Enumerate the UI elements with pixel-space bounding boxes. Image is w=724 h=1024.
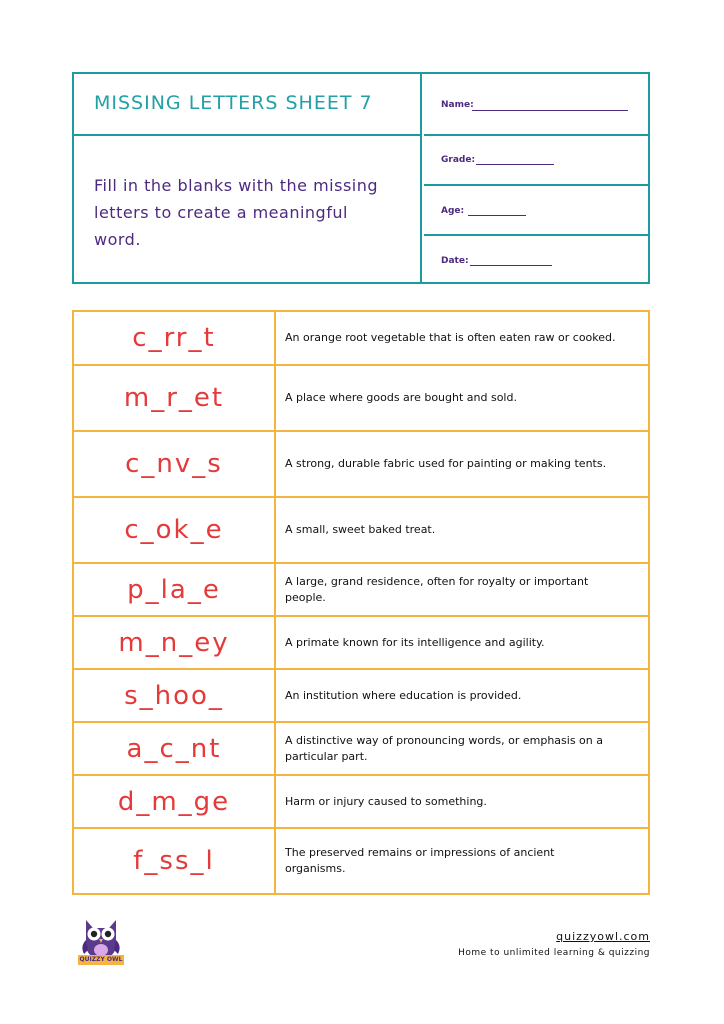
instructions-text: Fill in the blanks with the missing letters to create a meaningful word.	[94, 176, 379, 249]
word-definition: A distinctive way of pronouncing words, or emphasis on a particular part.	[275, 722, 649, 775]
table-row	[73, 722, 649, 775]
instructions-cell	[74, 136, 422, 282]
word-definition: A small, sweet baked treat.	[275, 497, 649, 563]
word-definition: A primate known for its intelligence and agility.	[275, 616, 649, 669]
logo-text: QUIZZY OWL	[79, 956, 123, 963]
missing-word: c_rr_t	[73, 311, 275, 365]
table-row	[73, 616, 649, 669]
missing-word: d_m_ge	[73, 775, 275, 828]
missing-word: p_la_e	[73, 563, 275, 616]
age-line	[468, 215, 526, 216]
age-field[interactable]	[424, 186, 648, 236]
name-line	[472, 110, 628, 111]
word-definition: The preserved remains or impressions of ancient organisms.	[275, 828, 649, 894]
missing-word: m_r_et	[73, 365, 275, 431]
missing-word: c_nv_s	[73, 431, 275, 497]
table-row	[73, 431, 649, 497]
grade-line	[476, 164, 554, 165]
missing-letters-table	[72, 310, 650, 895]
date-line	[470, 265, 552, 266]
table-row	[73, 669, 649, 722]
missing-word: s_hoo_	[73, 669, 275, 722]
date-label: Date:	[441, 256, 469, 266]
word-definition: A strong, durable fabric used for painting or making tents.	[275, 431, 649, 497]
word-definition: An institution where education is provided.	[275, 669, 649, 722]
grade-field[interactable]	[424, 136, 648, 186]
tagline: Home to unlimited learning & quizzing	[458, 948, 650, 958]
table-row	[73, 563, 649, 616]
header-box	[72, 72, 650, 284]
word-definition: A large, grand residence, often for royalty or important people.	[275, 563, 649, 616]
table-row	[73, 497, 649, 563]
table-row	[73, 775, 649, 828]
name-label: Name:	[441, 100, 474, 110]
missing-word: c_ok_e	[73, 497, 275, 563]
date-field[interactable]	[424, 236, 648, 282]
missing-word: f_ss_l	[73, 828, 275, 894]
word-definition: Harm or injury caused to something.	[275, 775, 649, 828]
missing-word: a_c_nt	[73, 722, 275, 775]
table-row	[73, 311, 649, 365]
word-definition: An orange root vegetable that is often eaten raw or cooked.	[275, 311, 649, 365]
title-cell	[74, 74, 422, 136]
age-label: Age:	[441, 206, 465, 216]
grade-label: Grade:	[441, 155, 476, 165]
site-link[interactable]: quizzyowl.com	[556, 930, 650, 943]
table-row	[73, 365, 649, 431]
sheet-title: MISSING LETTERS SHEET 7	[94, 92, 373, 114]
name-field[interactable]	[424, 74, 648, 136]
word-definition: A place where goods are bought and sold.	[275, 365, 649, 431]
table-row	[73, 828, 649, 894]
missing-word: m_n_ey	[73, 616, 275, 669]
